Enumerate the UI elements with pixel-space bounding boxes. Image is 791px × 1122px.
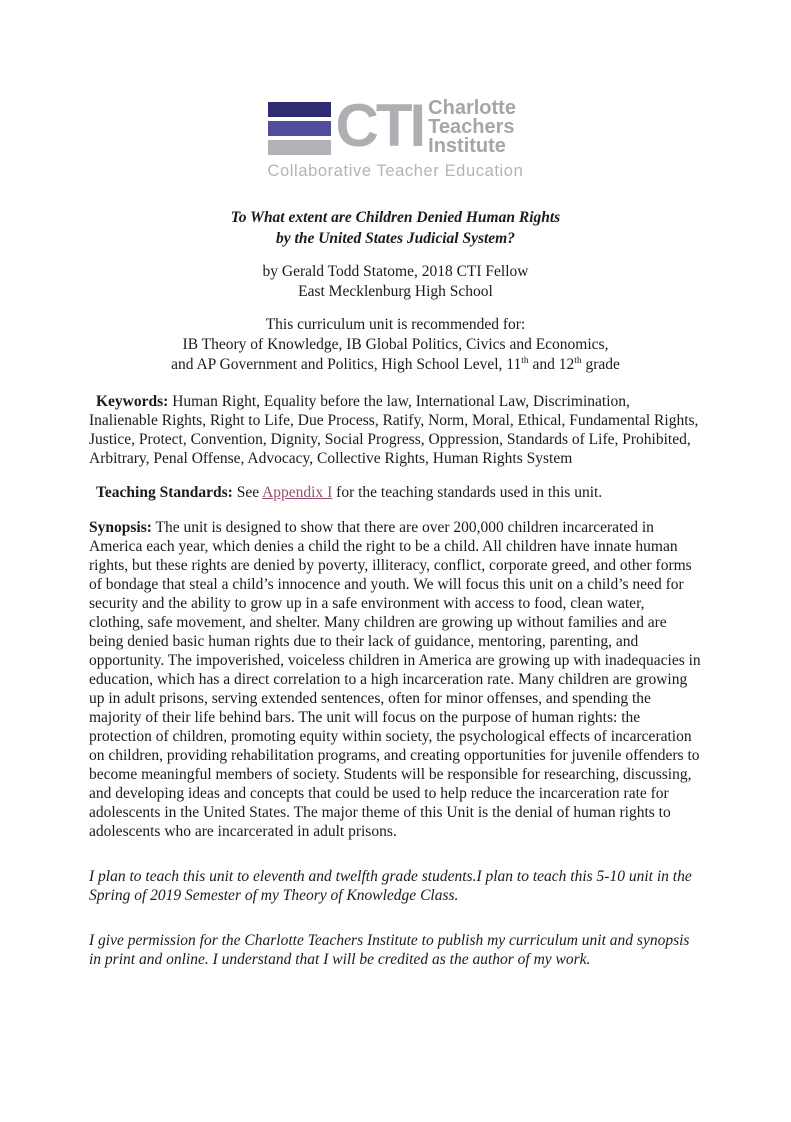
unit-title-line1: To What extent are Children Denied Human Rights xyxy=(230,209,561,226)
keywords-paragraph xyxy=(89,392,702,468)
teaching-standards-pre: See xyxy=(232,484,263,501)
recommended-line2: IB Theory of Knowledge, IB Global Politics, Civics and Economics, xyxy=(182,336,609,353)
teaching-plan-statement: I plan to teach this unit to eleventh and twelfth grade students.I plan to teach this 5-10 unit in the Spring of 2019 Semester of my Theory of Knowledge Class. xyxy=(89,868,692,904)
grade-ordinal-suffix: th xyxy=(574,355,582,366)
cti-logo-mark xyxy=(268,92,524,159)
school-line: East Mecklenburg High School xyxy=(298,283,493,300)
unit-title xyxy=(89,207,702,249)
keywords-label: Keywords: xyxy=(96,393,169,410)
synopsis-label: Synopsis: xyxy=(89,519,152,536)
cti-acronym: CTI xyxy=(335,92,424,159)
recommended-line1: This curriculum unit is recommended for: xyxy=(265,316,526,333)
author-line: by Gerald Todd Statome, 2018 CTI Fellow xyxy=(262,263,529,280)
teaching-standards-post: for the teaching standards used in this unit. xyxy=(332,484,603,501)
institute-name-line2: Teachers xyxy=(428,116,515,138)
logo-bar-dark xyxy=(268,102,331,117)
synopsis-text: The unit is designed to show that there are over 200,000 children incarcerated in America each year, which denies a child the right to be a child. All children have innate human rights, but these rights are denied by poverty, illiteracy, conflict, corporate greed, and other forms of bondage that steal a child’s innocence and youth. We will focus this unit on a child’s need for security and the ability to grow up in a safe environment with access to food, clean water, clothing, safe movement, and shelter. Many children are growing up without families and are being denied basic human rights due to their lack of guidance, mentoring, parenting, and opportunity. The impoverished, voiceless children in America are growing up with inadequacies in education, which has a direct correlation to a high incarceration rate. Many children are growing up in adult prisons, serving extended sentences, often for minor offenses, and spending the majority of their life behind bars. The unit will focus on the purpose of human rights: the protection of children, promoting equity within society, the psychological effects of incarceration on children, providing rehabilitation programs, and creating opportunities for juvenile offenders to become meaningful members of society. Students will be responsible for researching, discussing, and developing ideas and concepts that could be used to help reduce the incarceration rate for adolescents in the United States. The major theme of this Unit is the denial of human rights to adolescents who are incarcerated in adult prisons. xyxy=(89,519,701,840)
permission-statement: I give permission for the Charlotte Teachers Institute to publish my curriculum unit and synopsis in print and online. I understand that I will be credited as the author of my work. xyxy=(89,932,690,968)
synopsis-paragraph xyxy=(89,518,702,841)
logo-bar-purple xyxy=(268,121,331,136)
byline xyxy=(89,262,702,302)
recommended-line3: and AP Government and Politics, High School Level, 11th and 12th grade xyxy=(171,355,620,373)
appendix-link[interactable]: Appendix I xyxy=(262,484,333,501)
keywords-text: Human Right, Equality before the law, International Law, Discrimination, Inalienable Rights, Right to Life, Due Process, Ratify, Norm, Moral, Ethical, Fundamental Rights, Justice, Protect, Convention, Dignity, Social Progress, Oppression, Standards of Life, Prohibited, Arbitrary, Penal Offense, Advocacy, Collective Rights, Human Rights System xyxy=(89,393,699,467)
teaching-standards-paragraph xyxy=(89,483,702,502)
teaching-standards-label: Teaching Standards: xyxy=(96,484,233,501)
institute-name-line3: Institute xyxy=(428,135,506,157)
cti-logo-bars-icon xyxy=(268,102,331,155)
cti-logo xyxy=(267,92,524,180)
logo-tagline: Collaborative Teacher Education xyxy=(267,162,524,180)
institute-name xyxy=(428,98,516,156)
document-page xyxy=(89,92,702,969)
recommended-courses xyxy=(89,315,702,375)
unit-title-line2: by the United States Judicial System? xyxy=(276,230,515,247)
institute-name-line1: Charlotte xyxy=(428,97,516,119)
logo-bar-gray xyxy=(268,140,331,155)
grade-ordinal-suffix: th xyxy=(521,355,529,366)
